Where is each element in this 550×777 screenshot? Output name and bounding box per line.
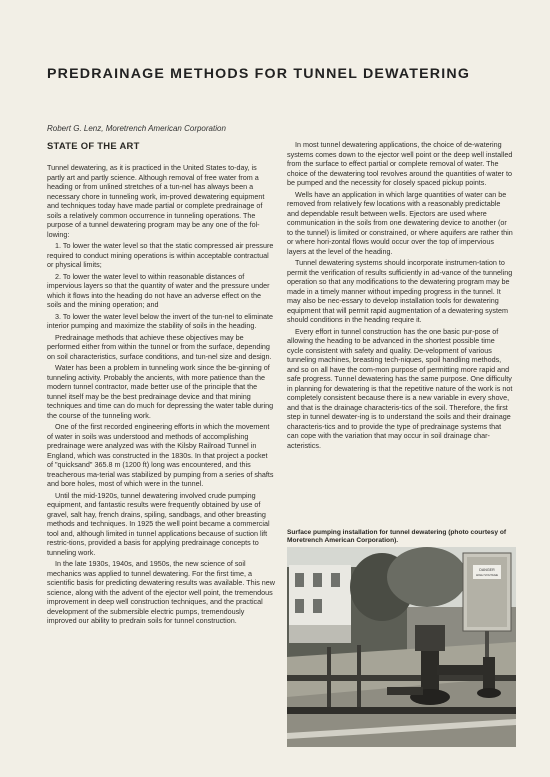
body-paragraph: In most tunnel dewatering applications, the choice of de-watering systems comes down to the ejector well point or the deep well installed from the surface to effect partial or complete removal of water. The choice of the dewatering tool revolves around the quantities of water to be pumped and the necessity for closely spaced pickup points. (287, 140, 513, 187)
body-paragraph: Wells have an application in which large quantities of water can be removed from relatively few locations with a reasonably predictable and dependable result between wells. Ejectors are used where communication in the soils from one dewatering device to another (or to the tunnel) is limited or constrained, or where aquifers are rather thin or where hori-zontal flows would occur over the top of impervious layers at the level of the heading. (287, 189, 513, 256)
danger-sign-text: DANGER (479, 568, 495, 572)
article-title: PREDRAINAGE METHODS FOR TUNNEL DEWATERING (47, 66, 471, 82)
body-paragraph: Tunnel dewatering systems should incorporate instrumen-tation to permit the verification of results sufficiently in ad-vance of the tunneling operation so that any modifications to the dewatering program may be made in a timely manner without impeding progress in the tunnel. It may also be nec-essary to develop installation tools for dewatering equipment that will permit rapid augmentation of a dewatering system should conditions in the heading require it. (287, 258, 513, 324)
photo-surface-pumping (287, 547, 516, 747)
body-paragraph: Predrainage methods that achieve these objectives may be performed either from within the tunnel or from the surface, depending on soil characteristics, surface conditions, and tun-nel size and design. (47, 332, 272, 361)
author-line: Robert G. Lenz, Moretrench American Corporation (47, 124, 226, 133)
list-item: 1. To lower the water level so that the static compressed air pressure required to conduct mining operations is within acceptable contractual or physical limits; (47, 241, 274, 269)
body-paragraph: Tunnel dewatering, as it is practiced in the United States to-day, is partly art and partly science. Although removal of free water from a heading or from unlined stretches of a tun-nel has always been a necessary chore in tunneling work, im-proved dewatering equipment and techniques today have made partial or complete predrainage of soils a relatively common occurrence in tunneling operations. The purpose of a tunnel dewatering program may be any one of the fol-lowing: (47, 163, 265, 239)
body-paragraph: Water has been a problem in tunneling work since the be-ginning of tunneling activity. Probably the ancients, with more patience than the modern tunnel contractor, made better use of the principle that the tunnel itself may be the best predrainage device and that mining techniques and time can do much for depressing the water table during the course of the tunneling work. (47, 363, 274, 420)
photo-illustration (287, 547, 516, 747)
body-paragraph: Every effort in tunnel construction has the one basic pur-pose of allowing the heading to be advanced in the shortest possible time cycle consistent with safety and quality. De-velopment of various tunneling machines, breasting tech-niques, spoil handling methods, and so on all have the com-mon purpose of permitting more rapid and safe progress. Tunnel dewatering has the same purpose. One difficulty in planning for dewatering is that the repetitive nature of the work is not completely consistent because there is a new variable in every shove, and that is the drainage characteris-tics of the soil. Therefore, the first step in tunnel dewater-ing is to understand the soils and their drainage characteris-tics and to provide the type of predrainage systems that can cope with the variation that may occur in soil drainage char-acteristics. (287, 326, 513, 450)
section-heading: STATE OF THE ART (47, 140, 140, 151)
list-item: 2. To lower the water level to within reasonable distances of impervious layers so that the quantity of water and the pressure under which it flows into the heading do not have an adverse effect on the soils and the mining operation; and (47, 271, 270, 309)
body-paragraph: Until the mid-1920s, tunnel dewatering involved crude pumping equipment, and fantastic results were frequently obtained by use of gravel, salt hay, french drains, spiling, sandbags, and other breasting methods and techniques. In 1925 the well point became a commercial tool and, although limited in tunnel applications because of suction lift restric-tions, provided a basis for applying predrainage concepts to tunneling work. (47, 490, 270, 557)
body-paragraph: In the late 1930s, 1940s, and 1950s, the new science of soil mechanics was applied to tunnel dewatering. For the first time, a scientific basis for predicting dewatering results was available. This new science, along with the advent of the ejector well point, the tremendous improvement in deep well construction techniques, and the practical development of the submersible electric pumps, tremendously improved our ability to predrain soils for tunnel construction. (47, 559, 275, 625)
left-column (47, 163, 275, 628)
body-paragraph: One of the first recorded engineering efforts in which the movement of water in soils was understood and methods of accomplishing predrainage were analyzed was with the Kilsby Railroad Tunnel in England, which was constructed in the 1830s. In that project a pocket of "quicksand" 365.8 m (1200 ft) long was encountered, and this treacherous ma-terial was stabilized by pumping from a series of shafts and bore holes, most of which were in the tunnel. (47, 422, 274, 488)
right-column (287, 140, 513, 452)
danger-sign-subtext: HIGH VOLTAGE (475, 573, 499, 577)
photo-caption: Surface pumping installation for tunnel dewatering (photo courtesy of Moretrench American Corporation). (287, 529, 507, 545)
list-item: 3. To lower the water level below the invert of the tun-nel to eliminate interior pumping and maximize the stability of soils in the heading. (47, 311, 274, 330)
